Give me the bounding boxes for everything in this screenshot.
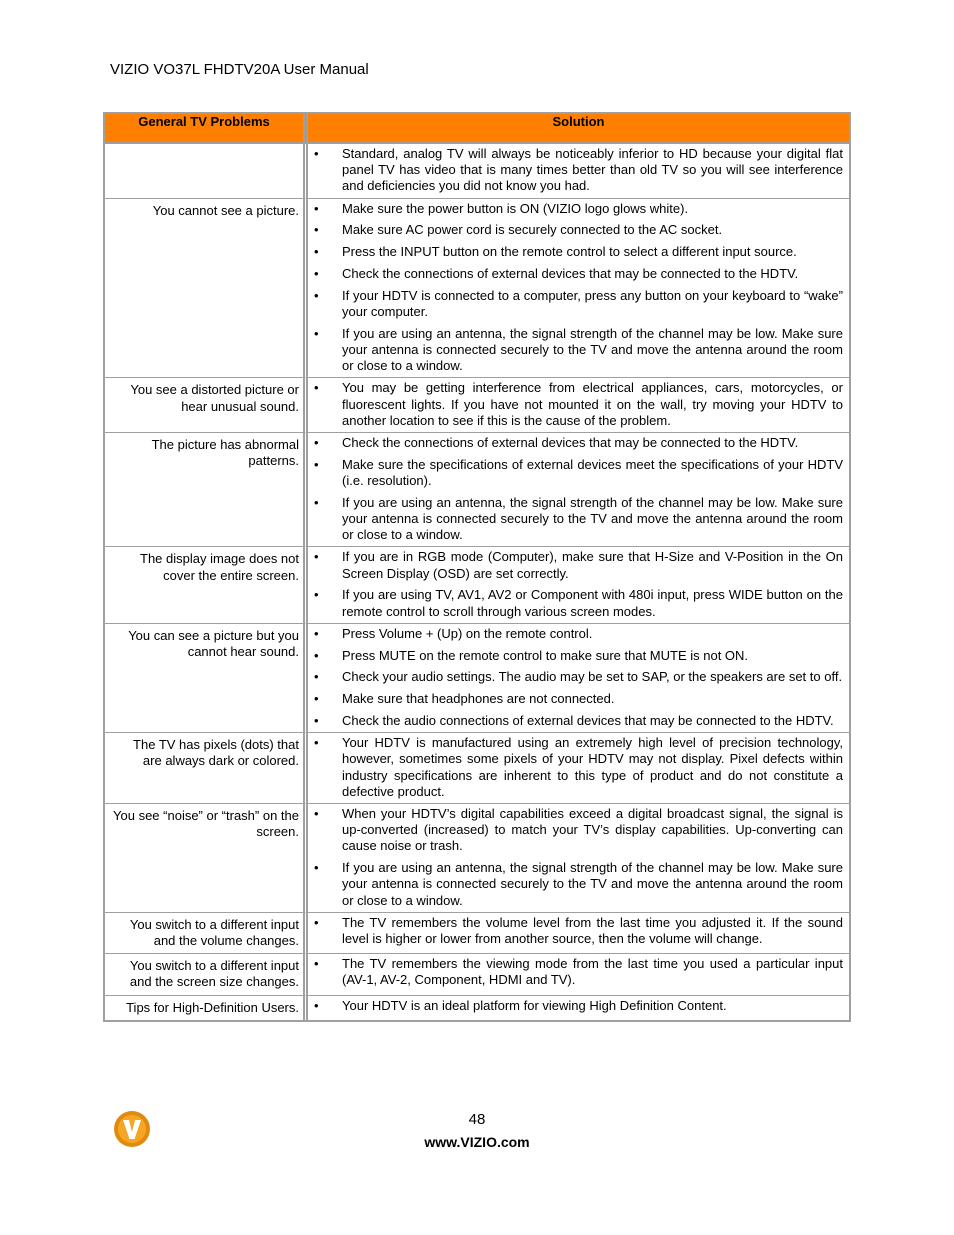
solution-text: Your HDTV is an ideal platform for viewing High Definition Content. (342, 997, 727, 1013)
solution-text: Check the audio connections of external devices that may be connected to the HDTV. (342, 713, 834, 729)
solution-text: Press the INPUT button on the remote control to select a different input source. (342, 244, 797, 260)
problem-cell: You can see a picture but you cannot hear sound. (105, 624, 308, 733)
list-item (312, 735, 843, 800)
table-row (105, 547, 849, 623)
solution-text: Make sure the specifications of external devices meet the specifications of your HDTV (i.e. resolution). (342, 456, 843, 489)
bullet-icon: • (314, 735, 319, 751)
problem-cell: The display image does not cover the entire screen. (105, 547, 308, 623)
bullet-icon: • (314, 669, 319, 685)
solution-list (312, 201, 843, 375)
list-item (312, 457, 843, 489)
list-item (312, 669, 843, 685)
list-item (312, 380, 843, 429)
list-item (312, 626, 843, 642)
solution-cell (308, 433, 849, 547)
list-item (312, 713, 843, 729)
table-row (105, 733, 849, 804)
list-item (312, 146, 843, 195)
footer-url: www.VIZIO.com (424, 1134, 530, 1150)
solution-cell (308, 144, 849, 199)
bullet-icon: • (314, 587, 319, 603)
list-item (312, 222, 843, 238)
table-header-row (105, 114, 849, 144)
solution-text: If you are using TV, AV1, AV2 or Component with 480i input, press WIDE button on the remote control to scroll through various screen modes. (342, 587, 843, 619)
solution-text: Check your audio settings. The audio may be set to SAP, or the speakers are set to off. (342, 669, 843, 685)
solution-text: You may be getting interference from electrical appliances, cars, motorcycles, or fluorescent lights. If you have not mounted it on the wall, try moving your HDTV to another location to see if this is the cause of the problem. (342, 380, 843, 428)
list-item (312, 648, 843, 664)
bullet-icon: • (314, 325, 319, 341)
list-item (312, 806, 843, 855)
problem-cell: You switch to a different input and the screen size changes. (105, 954, 308, 995)
bullet-icon: • (314, 266, 319, 281)
list-item (312, 956, 843, 988)
solution-text: The TV remembers the viewing mode from the last time you used a particular input (AV-1, AV-2, Component, HDMI and TV). (342, 956, 843, 988)
solution-cell (308, 378, 849, 433)
troubleshooting-table (103, 112, 851, 1022)
list-item (312, 288, 843, 320)
problem-cell (105, 144, 308, 199)
solution-text: Press MUTE on the remote control to make sure that MUTE is not ON. (342, 647, 749, 663)
problem-cell: The picture has abnormal patterns. (105, 433, 308, 547)
solution-list (312, 806, 843, 909)
bullet-icon: • (314, 244, 319, 260)
bullet-icon: • (314, 222, 319, 238)
list-item (312, 998, 843, 1014)
list-item (312, 495, 843, 544)
list-item (312, 587, 843, 619)
list-item (312, 860, 843, 909)
problem-cell: The TV has pixels (dots) that are always dark or colored. (105, 733, 308, 804)
header-solution: Solution (308, 114, 849, 144)
bullet-icon: • (314, 456, 319, 472)
solution-cell (308, 996, 849, 1020)
bullet-icon: • (314, 287, 319, 303)
solution-text: Check the connections of external devices that may be connected to the HDTV. (342, 435, 799, 451)
table-row (105, 954, 849, 995)
solution-cell (308, 954, 849, 995)
table-row (105, 624, 849, 733)
bullet-icon: • (314, 691, 319, 707)
list-item (312, 549, 843, 581)
list-item (312, 691, 843, 707)
list-item (312, 266, 843, 282)
solution-text: Standard, analog TV will always be noticeably inferior to HD because your digital flat panel TV has video that is many times better than old TV so you will see interference and deficiencies you did not know you had. (342, 146, 843, 194)
solution-text: Make sure that headphones are not connected. (342, 691, 615, 707)
solution-text: Check the connections of external devices that may be connected to the HDTV. (342, 266, 799, 281)
solution-text: Your HDTV is manufactured using an extremely high level of precision technology, however, sometimes some pixels of your HDTV may not display. Pixel defects within industry specifications are inherent to this type of product and do not constitute a defective product. (342, 735, 843, 799)
document-title: VIZIO VO37L FHDTV20A User Manual (110, 61, 369, 78)
table-body (105, 144, 849, 1020)
solution-cell (308, 733, 849, 804)
solution-text: If you are using an antenna, the signal strength of the channel may be low. Make sure your antenna is connected securely to the TV and move the antenna around the room or close to a window. (342, 860, 843, 908)
solution-text: If you are using an antenna, the signal strength of the channel may be low. Make sure your antenna is connected securely to the TV and move the antenna around the room or close to a window. (342, 494, 843, 543)
solution-list (312, 998, 843, 1014)
table-row (105, 433, 849, 547)
solution-text: The TV remembers the volume level from the last time you adjusted it. If the sound level is higher or lower from another source, then the volume will change. (342, 914, 843, 947)
bullet-icon: • (314, 435, 319, 451)
solution-list (312, 380, 843, 429)
bullet-icon: • (314, 549, 319, 565)
bullet-icon: • (314, 956, 319, 972)
solution-cell (308, 804, 849, 913)
bullet-icon: • (314, 914, 319, 930)
table-row (105, 996, 849, 1020)
list-item (312, 326, 843, 375)
header-problems: General TV Problems (105, 114, 308, 144)
table-row (105, 804, 849, 913)
problem-cell: You see a distorted picture or hear unusual sound. (105, 378, 308, 433)
solution-list (312, 435, 843, 543)
solution-cell (308, 199, 849, 379)
bullet-icon: • (314, 494, 319, 510)
list-item (312, 201, 843, 217)
table-row (105, 378, 849, 433)
solution-list (312, 915, 843, 947)
solution-text: Make sure AC power cord is securely connected to the AC socket. (342, 222, 723, 238)
solution-cell (308, 913, 849, 954)
solution-text: If you are using an antenna, the signal strength of the channel may be low. Make sure your antenna is connected securely to the TV and move the antenna around the room or close to a window. (342, 325, 843, 374)
solution-list (312, 626, 843, 729)
solution-text: Press Volume + (Up) on the remote control. (342, 625, 593, 641)
page-number: 48 (468, 1111, 486, 1128)
problem-cell: You cannot see a picture. (105, 199, 308, 379)
table-row (105, 144, 849, 199)
list-item (312, 915, 843, 947)
bullet-icon: • (314, 997, 319, 1013)
bullet-icon: • (314, 806, 319, 822)
solution-text: If your HDTV is connected to a computer, press any button on your keyboard to “wake” your computer. (342, 287, 843, 319)
solution-text: Make sure the power button is ON (VIZIO logo glows white). (342, 200, 689, 216)
problem-cell: You switch to a different input and the volume changes. (105, 913, 308, 954)
bullet-icon: • (314, 860, 319, 876)
solution-list (312, 735, 843, 800)
bullet-icon: • (314, 200, 319, 216)
list-item (312, 435, 843, 451)
list-item (312, 244, 843, 260)
bullet-icon: • (314, 146, 319, 161)
problem-cell: You see “noise” or “trash” on the screen. (105, 804, 308, 913)
solution-list (312, 549, 843, 619)
solution-text: If you are in RGB mode (Computer), make sure that H-Size and V-Position in the On Screen Display (OSD) are set correctly. (342, 549, 843, 581)
bullet-icon: • (314, 380, 319, 396)
solution-list (312, 956, 843, 988)
solution-list (312, 146, 843, 195)
bullet-icon: • (314, 625, 319, 641)
solution-cell (308, 624, 849, 733)
solution-cell (308, 547, 849, 623)
table-row (105, 913, 849, 954)
problem-cell: Tips for High-Definition Users. (105, 996, 308, 1020)
solution-text: When your HDTV’s digital capabilities exceed a digital broadcast signal, the signal is up-converted (increased) to match your TV’s display capabilities. Up-converting can cause noise or trash. (342, 806, 843, 854)
table-row (105, 199, 849, 379)
bullet-icon: • (314, 713, 319, 729)
bullet-icon: • (314, 647, 319, 663)
